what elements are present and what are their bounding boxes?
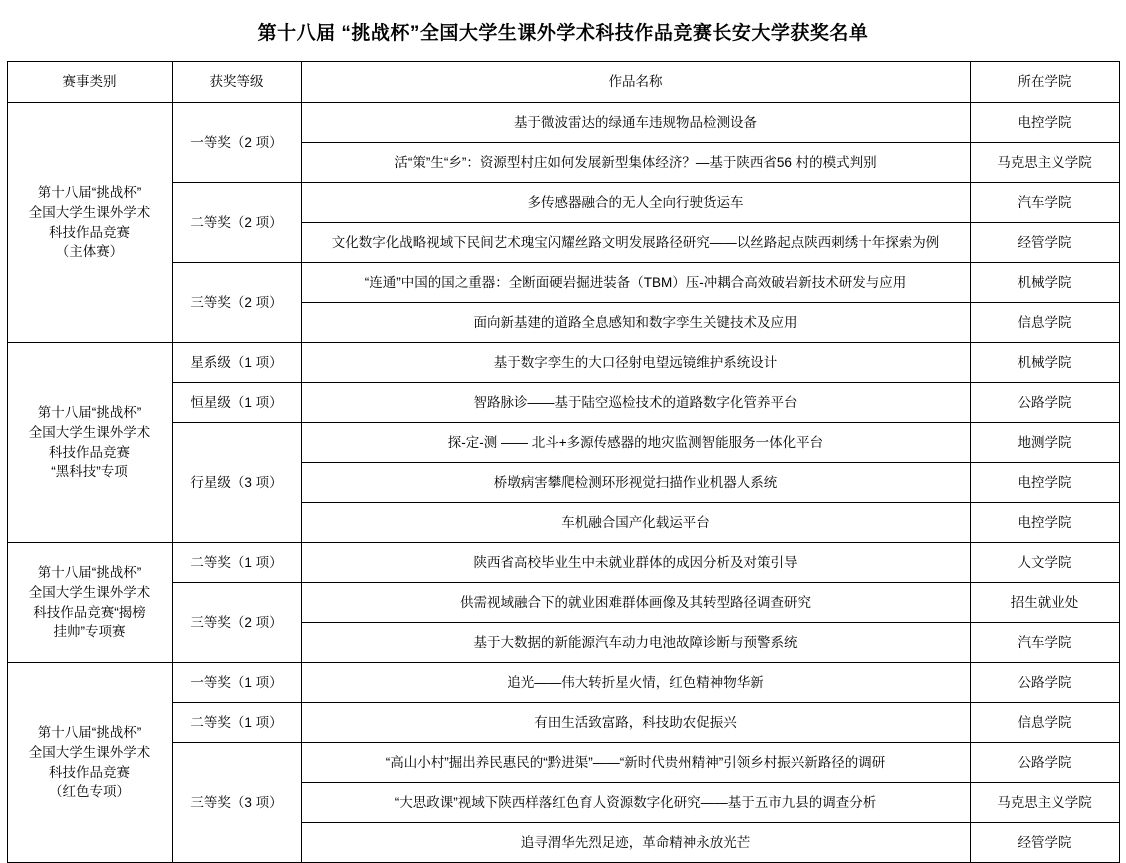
award-level-cell: 三等奖（2 项） [172, 263, 301, 343]
college-cell: 信息学院 [970, 303, 1119, 343]
category-line: 挂帅”专项赛 [53, 624, 126, 640]
work-title-cell: “高山小村”掘出养民惠民的“黔进渠”——“新时代贵州精神”引领乡村振兴新路径的调研 [301, 743, 970, 783]
college-cell: 机械学院 [970, 343, 1119, 383]
table-row [7, 743, 1119, 783]
college-cell: 公路学院 [970, 743, 1119, 783]
table-header-row [7, 62, 1119, 103]
category-line: 第十八届“挑战杯” [37, 565, 142, 581]
table-row [7, 183, 1119, 223]
category-line: 科技作品竞赛“揭榜 [33, 604, 146, 620]
category-line: 全国大学生课外学术 [28, 584, 151, 600]
college-cell: 马克思主义学院 [970, 783, 1119, 823]
table-row [7, 263, 1119, 303]
category-cell [7, 663, 172, 863]
college-cell: 人文学院 [970, 543, 1119, 583]
work-title-cell: 追光——伟大转折星火情，红色精神物华新 [301, 663, 970, 703]
category-line: （主体赛） [55, 244, 124, 260]
college-cell: 马克思主义学院 [970, 143, 1119, 183]
category-line: 科技作品竞赛 [49, 764, 130, 780]
header-college: 所在学院 [970, 62, 1119, 103]
work-title-cell: “连通”中国的国之重器：全断面硬岩掘进装备（TBM）压-冲耦合高效破岩新技术研发与应用 [301, 263, 970, 303]
table-row [7, 423, 1119, 463]
work-title-cell: 探-定-测 —— 北斗+多源传感器的地灾监测智能服务一体化平台 [301, 423, 970, 463]
category-line: （红色专项） [49, 784, 130, 800]
category-line: 全国大学生课外学术 [28, 424, 151, 440]
work-title-cell: 智路脉诊——基于陆空巡检技术的道路数字化管养平台 [301, 383, 970, 423]
category-cell [7, 103, 172, 343]
award-level-cell: 星系级（1 项） [172, 343, 301, 383]
work-title-cell: 多传感器融合的无人全向行驶货运车 [301, 183, 970, 223]
category-line: “黑科技”专项 [51, 464, 128, 480]
category-line: 全国大学生课外学术 [28, 204, 151, 220]
award-level-cell: 恒星级（1 项） [172, 383, 301, 423]
header-work: 作品名称 [301, 62, 970, 103]
table-row [7, 583, 1119, 623]
award-level-cell: 一等奖（2 项） [172, 103, 301, 183]
page-title: 第十八届 “挑战杯”全国大学生课外学术科技作品竞赛长安大学获奖名单 [257, 23, 869, 44]
category-line: 第十八届“挑战杯” [37, 185, 142, 201]
award-level-cell: 三等奖（3 项） [172, 743, 301, 863]
award-level-cell: 一等奖（1 项） [172, 663, 301, 703]
header-level: 获奖等级 [172, 62, 301, 103]
category-cell [7, 343, 172, 543]
work-title-cell: 陕西省高校毕业生中未就业群体的成因分析及对策引导 [301, 543, 970, 583]
college-cell: 电控学院 [970, 503, 1119, 543]
college-cell: 机械学院 [970, 263, 1119, 303]
work-title-cell: 桥墩病害攀爬检测环形视觉扫描作业机器人系统 [301, 463, 970, 503]
table-row [7, 383, 1119, 423]
award-list-table [7, 61, 1120, 863]
award-level-cell: 二等奖（1 项） [172, 703, 301, 743]
college-cell: 招生就业处 [970, 583, 1119, 623]
college-cell: 汽车学院 [970, 183, 1119, 223]
category-line: 科技作品竞赛 [49, 224, 130, 240]
table-row [7, 543, 1119, 583]
work-title-cell: “大思政课”视域下陕西样落红色育人资源数字化研究——基于五市九县的调查分析 [301, 783, 970, 823]
college-cell: 公路学院 [970, 383, 1119, 423]
college-cell: 信息学院 [970, 703, 1119, 743]
work-title-cell: 有田生活致富路，科技助农促振兴 [301, 703, 970, 743]
work-title-cell: 文化数字化战略视域下民间艺术瑰宝闪耀丝路文明发展路径研究——以丝路起点陕西刺绣十年探索为例 [301, 223, 970, 263]
award-level-cell: 三等奖（2 项） [172, 583, 301, 663]
table-row [7, 663, 1119, 703]
college-cell: 电控学院 [970, 103, 1119, 143]
table-row [7, 703, 1119, 743]
category-line: 全国大学生课外学术 [28, 744, 151, 760]
work-title-cell: 面向新基建的道路全息感知和数字孪生关键技术及应用 [301, 303, 970, 343]
college-cell: 经管学院 [970, 823, 1119, 863]
table-header [7, 62, 1119, 103]
award-level-cell: 行星级（3 项） [172, 423, 301, 543]
work-title-cell: 基于微波雷达的绿通车违规物品检测设备 [301, 103, 970, 143]
work-title-cell: 基于大数据的新能源汽车动力电池故障诊断与预警系统 [301, 623, 970, 663]
work-title-cell: 活“策”生“乡”：资源型村庄如何发展新型集体经济？—基于陕西省56 村的模式判别 [301, 143, 970, 183]
table-row [7, 103, 1119, 143]
header-category: 赛事类别 [7, 62, 172, 103]
college-cell: 经管学院 [970, 223, 1119, 263]
work-title-cell: 供需视域融合下的就业困难群体画像及其转型路径调查研究 [301, 583, 970, 623]
college-cell: 公路学院 [970, 663, 1119, 703]
table-body [7, 103, 1119, 863]
category-line: 科技作品竞赛 [49, 444, 130, 460]
award-level-cell: 二等奖（2 项） [172, 183, 301, 263]
college-cell: 电控学院 [970, 463, 1119, 503]
college-cell: 汽车学院 [970, 623, 1119, 663]
category-line: 第十八届“挑战杯” [37, 405, 142, 421]
college-cell: 地测学院 [970, 423, 1119, 463]
work-title-cell: 基于数字孪生的大口径射电望远镜维护系统设计 [301, 343, 970, 383]
category-cell [7, 543, 172, 663]
award-level-cell: 二等奖（1 项） [172, 543, 301, 583]
category-line: 第十八届“挑战杯” [37, 725, 142, 741]
table-row [7, 343, 1119, 383]
work-title-cell: 车机融合国产化载运平台 [301, 503, 970, 543]
work-title-cell: 追寻渭华先烈足迹，革命精神永放光芒 [301, 823, 970, 863]
